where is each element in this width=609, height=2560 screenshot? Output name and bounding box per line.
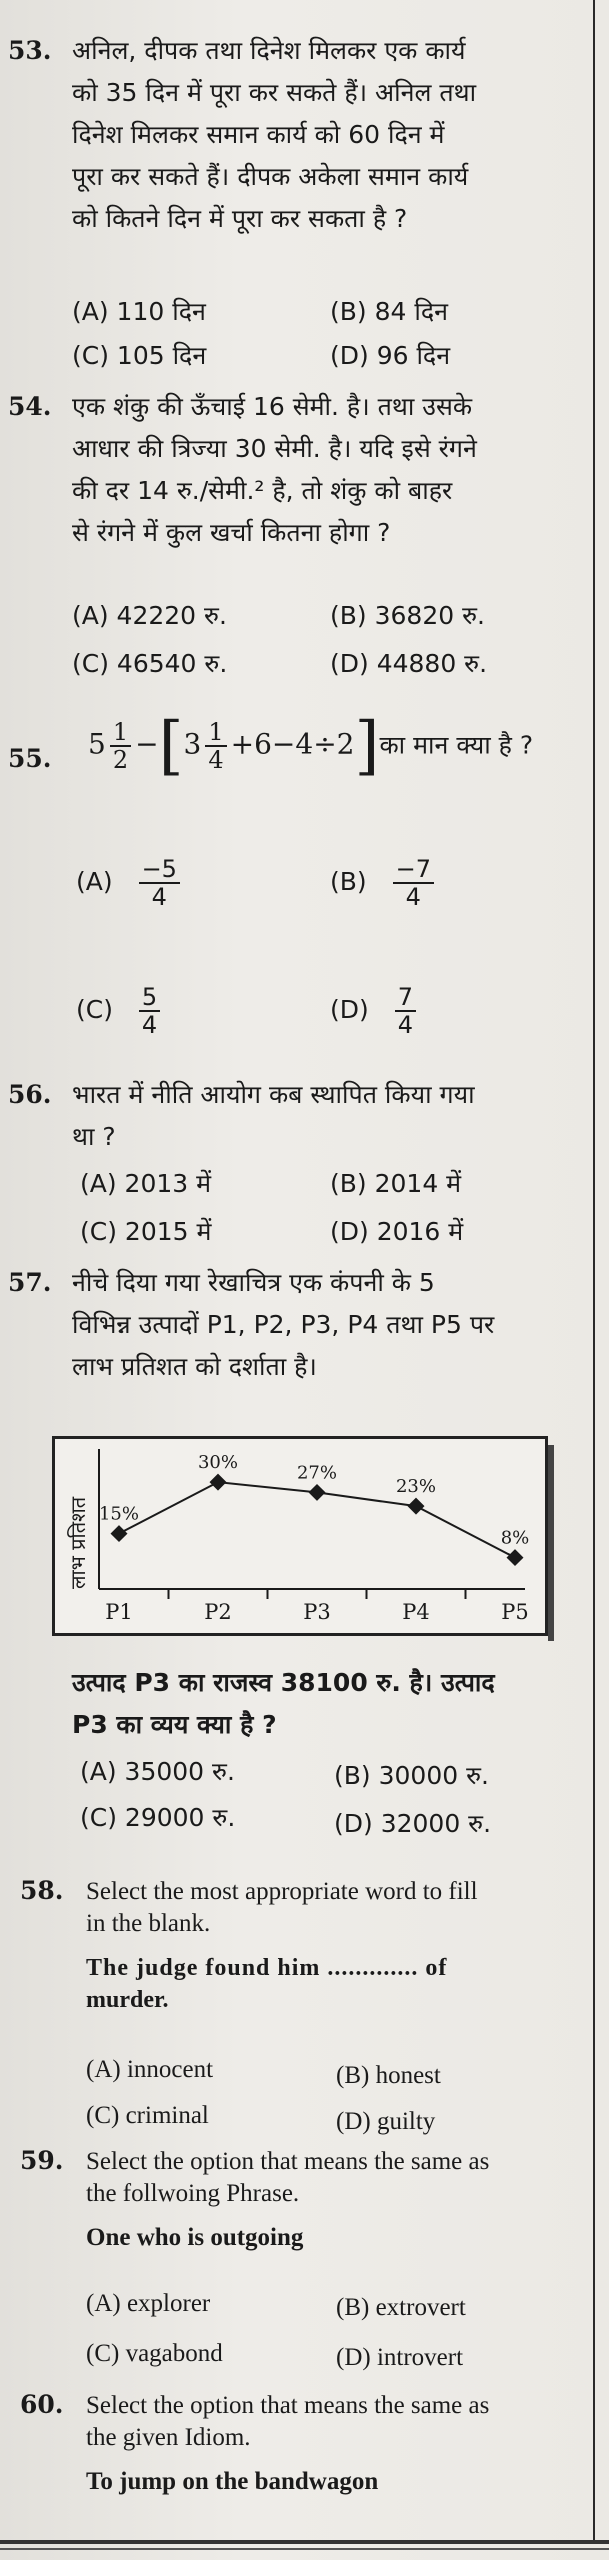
numerator: 1 bbox=[205, 719, 226, 747]
denominator: 4 bbox=[397, 1011, 413, 1039]
numerator: −7 bbox=[393, 856, 434, 884]
numerator: 1 bbox=[110, 719, 131, 747]
phrase: One who is outgoing bbox=[86, 2224, 304, 2251]
denominator: 4 bbox=[405, 883, 421, 911]
question-line: को कितने दिन में पूरा कर सकता है ? bbox=[72, 204, 408, 233]
option-d[interactable]: (D) 2016 में bbox=[330, 1217, 464, 1246]
x-tick-label: P2 bbox=[204, 1600, 232, 1624]
question-text bbox=[86, 2390, 596, 2498]
blank-sentence: The judge found him ............. of bbox=[86, 1955, 448, 1981]
series bbox=[99, 1452, 529, 1566]
data-point bbox=[309, 1484, 326, 1501]
data-point bbox=[111, 1525, 128, 1542]
question-line: अनिल, दीपक तथा दिनेश मिलकर एक कार्य bbox=[72, 36, 466, 65]
question-line: उत्पाद P3 का राजस्व 38100 रु. है। उत्पाद bbox=[72, 1668, 495, 1697]
fraction bbox=[110, 719, 131, 773]
question-line: था ? bbox=[72, 1122, 116, 1151]
x-ticks bbox=[105, 1589, 529, 1624]
question-line: the follwoing Phrase. bbox=[86, 2180, 300, 2207]
data-label: 15% bbox=[98, 1503, 140, 1525]
operator: − bbox=[135, 727, 159, 761]
option-c[interactable]: (C) criminal bbox=[86, 2102, 209, 2129]
x-tick-label: P3 bbox=[303, 1600, 331, 1624]
question-line: Select the option that means the same as bbox=[86, 2392, 490, 2419]
question-number: 54. bbox=[8, 392, 52, 421]
numerator: 5 bbox=[139, 984, 160, 1012]
option-c[interactable]: (C) 105 दिन bbox=[72, 341, 207, 370]
line-chart bbox=[55, 1439, 545, 1633]
question-line: आधार की त्रिज्या 30 सेमी. है। यदि इसे रंगने bbox=[72, 434, 477, 463]
question-number: 60. bbox=[20, 2390, 64, 2419]
option-label: (A) bbox=[76, 867, 113, 896]
bottom-rule bbox=[0, 2540, 609, 2544]
question-number: 57. bbox=[8, 1268, 52, 1297]
option-b[interactable]: (B) 30000 रु. bbox=[334, 1761, 489, 1790]
question-line: दिनेश मिलकर समान कार्य को 60 दिन में bbox=[72, 120, 445, 149]
question-line: एक शंकु की ऊँचाई 16 सेमी. है। तथा उसके bbox=[72, 392, 473, 421]
fraction bbox=[393, 856, 434, 910]
option-label: (C) bbox=[76, 995, 113, 1024]
fraction bbox=[139, 856, 180, 910]
option-a[interactable] bbox=[76, 856, 184, 910]
data-point bbox=[507, 1549, 524, 1566]
option-d[interactable] bbox=[330, 984, 420, 1038]
option-d[interactable]: (D) 96 दिन bbox=[330, 341, 451, 370]
option-a[interactable]: (A) 35000 रु. bbox=[80, 1757, 235, 1786]
question-text bbox=[86, 2146, 596, 2254]
profit-chart bbox=[52, 1436, 548, 1636]
option-b[interactable] bbox=[330, 856, 438, 910]
question-line: की दर 14 रु./सेमी.² है, तो शंकु को बाहर bbox=[72, 476, 453, 505]
question-line: Select the most appropriate word to fill bbox=[86, 1878, 478, 1905]
question-text bbox=[72, 1074, 587, 1158]
option-a[interactable]: (A) innocent bbox=[86, 2056, 214, 2083]
data-point bbox=[210, 1474, 227, 1491]
option-a[interactable]: (A) 110 दिन bbox=[72, 297, 206, 326]
option-b[interactable]: (B) 36820 रु. bbox=[330, 601, 485, 630]
question-line: भारत में नीति आयोग कब स्थापित किया गया bbox=[72, 1080, 475, 1109]
y-axis-label: लाभ प्रतिशत bbox=[66, 1496, 90, 1589]
question-tail: का मान क्या है ? bbox=[379, 730, 534, 760]
option-d[interactable]: (D) 44880 रु. bbox=[330, 649, 488, 678]
question-line: को 35 दिन में पूरा कर सकते हैं। अनिल तथा bbox=[72, 78, 477, 107]
question-number: 53. bbox=[8, 36, 52, 65]
bottom-rule-secondary bbox=[0, 2548, 609, 2550]
option-d[interactable]: (D) guilty bbox=[336, 2108, 436, 2135]
option-c[interactable]: (C) 29000 रु. bbox=[80, 1803, 236, 1832]
data-label: 8% bbox=[500, 1527, 530, 1549]
option-b[interactable]: (B) 2014 में bbox=[330, 1169, 462, 1198]
data-label: 30% bbox=[197, 1452, 239, 1474]
math-expression bbox=[88, 709, 534, 783]
fraction bbox=[205, 719, 226, 773]
option-a[interactable]: (A) 42220 रु. bbox=[72, 601, 227, 630]
option-c[interactable]: (C) vagabond bbox=[86, 2340, 223, 2367]
question-line: P3 का व्यय क्या है ? bbox=[72, 1710, 277, 1739]
option-a[interactable]: (A) 2013 में bbox=[80, 1169, 212, 1198]
blank-sentence: murder. bbox=[86, 1987, 169, 2013]
denominator: 4 bbox=[151, 883, 167, 911]
data-label: 27% bbox=[296, 1462, 338, 1484]
question-number: 56. bbox=[8, 1080, 52, 1109]
denominator: 4 bbox=[208, 746, 224, 774]
question-line: Select the option that means the same as bbox=[86, 2148, 490, 2175]
question-line: in the blank. bbox=[86, 1910, 211, 1937]
x-tick-label: P1 bbox=[105, 1600, 133, 1624]
option-c[interactable]: (C) 2015 में bbox=[80, 1217, 212, 1246]
fraction bbox=[395, 984, 416, 1038]
question-line: नीचे दिया गया रेखाचित्र एक कंपनी के 5 bbox=[72, 1268, 435, 1297]
data-label: 23% bbox=[395, 1476, 437, 1498]
left-bracket: [ bbox=[158, 709, 184, 783]
option-b[interactable]: (B) extrovert bbox=[336, 2294, 466, 2321]
question-text bbox=[72, 30, 587, 240]
option-d[interactable]: (D) introvert bbox=[336, 2344, 464, 2371]
option-b[interactable]: (B) honest bbox=[336, 2062, 441, 2089]
option-label: (B) bbox=[330, 867, 367, 896]
question-line: the given Idiom. bbox=[86, 2424, 251, 2451]
question-line: पूरा कर सकते हैं। दीपक अकेला समान कार्य bbox=[72, 162, 469, 191]
question-text bbox=[72, 1662, 587, 1746]
question-line: लाभ प्रतिशत को दर्शाता है। bbox=[72, 1352, 317, 1381]
fraction bbox=[139, 984, 160, 1038]
phrase: To jump on the bandwagon bbox=[86, 2468, 379, 2495]
right-bracket: ] bbox=[354, 709, 380, 783]
option-d[interactable]: (D) 32000 रु. bbox=[334, 1809, 492, 1838]
x-tick-label: P4 bbox=[402, 1600, 430, 1624]
data-point bbox=[408, 1498, 425, 1515]
question-number: 58. bbox=[20, 1876, 64, 1905]
option-b[interactable]: (B) 84 दिन bbox=[330, 297, 448, 326]
mixed-whole: 5 bbox=[88, 727, 106, 761]
option-label: (D) bbox=[330, 995, 369, 1024]
question-text bbox=[72, 386, 587, 554]
question-number: 55. bbox=[8, 744, 52, 773]
question-line: विभिन्न उत्पादों P1, P2, P3, P4 तथा P5 पर bbox=[72, 1310, 495, 1339]
question-line: से रंगने में कुल खर्चा कितना होगा ? bbox=[72, 518, 391, 547]
expression-rest: +6−4÷2 bbox=[230, 727, 355, 761]
mixed-whole: 3 bbox=[183, 727, 202, 761]
numerator: 7 bbox=[395, 984, 416, 1012]
denominator: 2 bbox=[112, 746, 129, 774]
option-c[interactable]: (C) 46540 रु. bbox=[72, 649, 228, 678]
numerator: −5 bbox=[139, 856, 180, 884]
option-c[interactable] bbox=[76, 984, 164, 1038]
question-text bbox=[72, 1262, 587, 1388]
x-tick-label: P5 bbox=[501, 1600, 529, 1624]
question-number: 59. bbox=[20, 2146, 64, 2175]
question-text bbox=[86, 1876, 596, 2016]
option-a[interactable]: (A) explorer bbox=[86, 2290, 211, 2317]
denominator: 4 bbox=[141, 1011, 158, 1039]
